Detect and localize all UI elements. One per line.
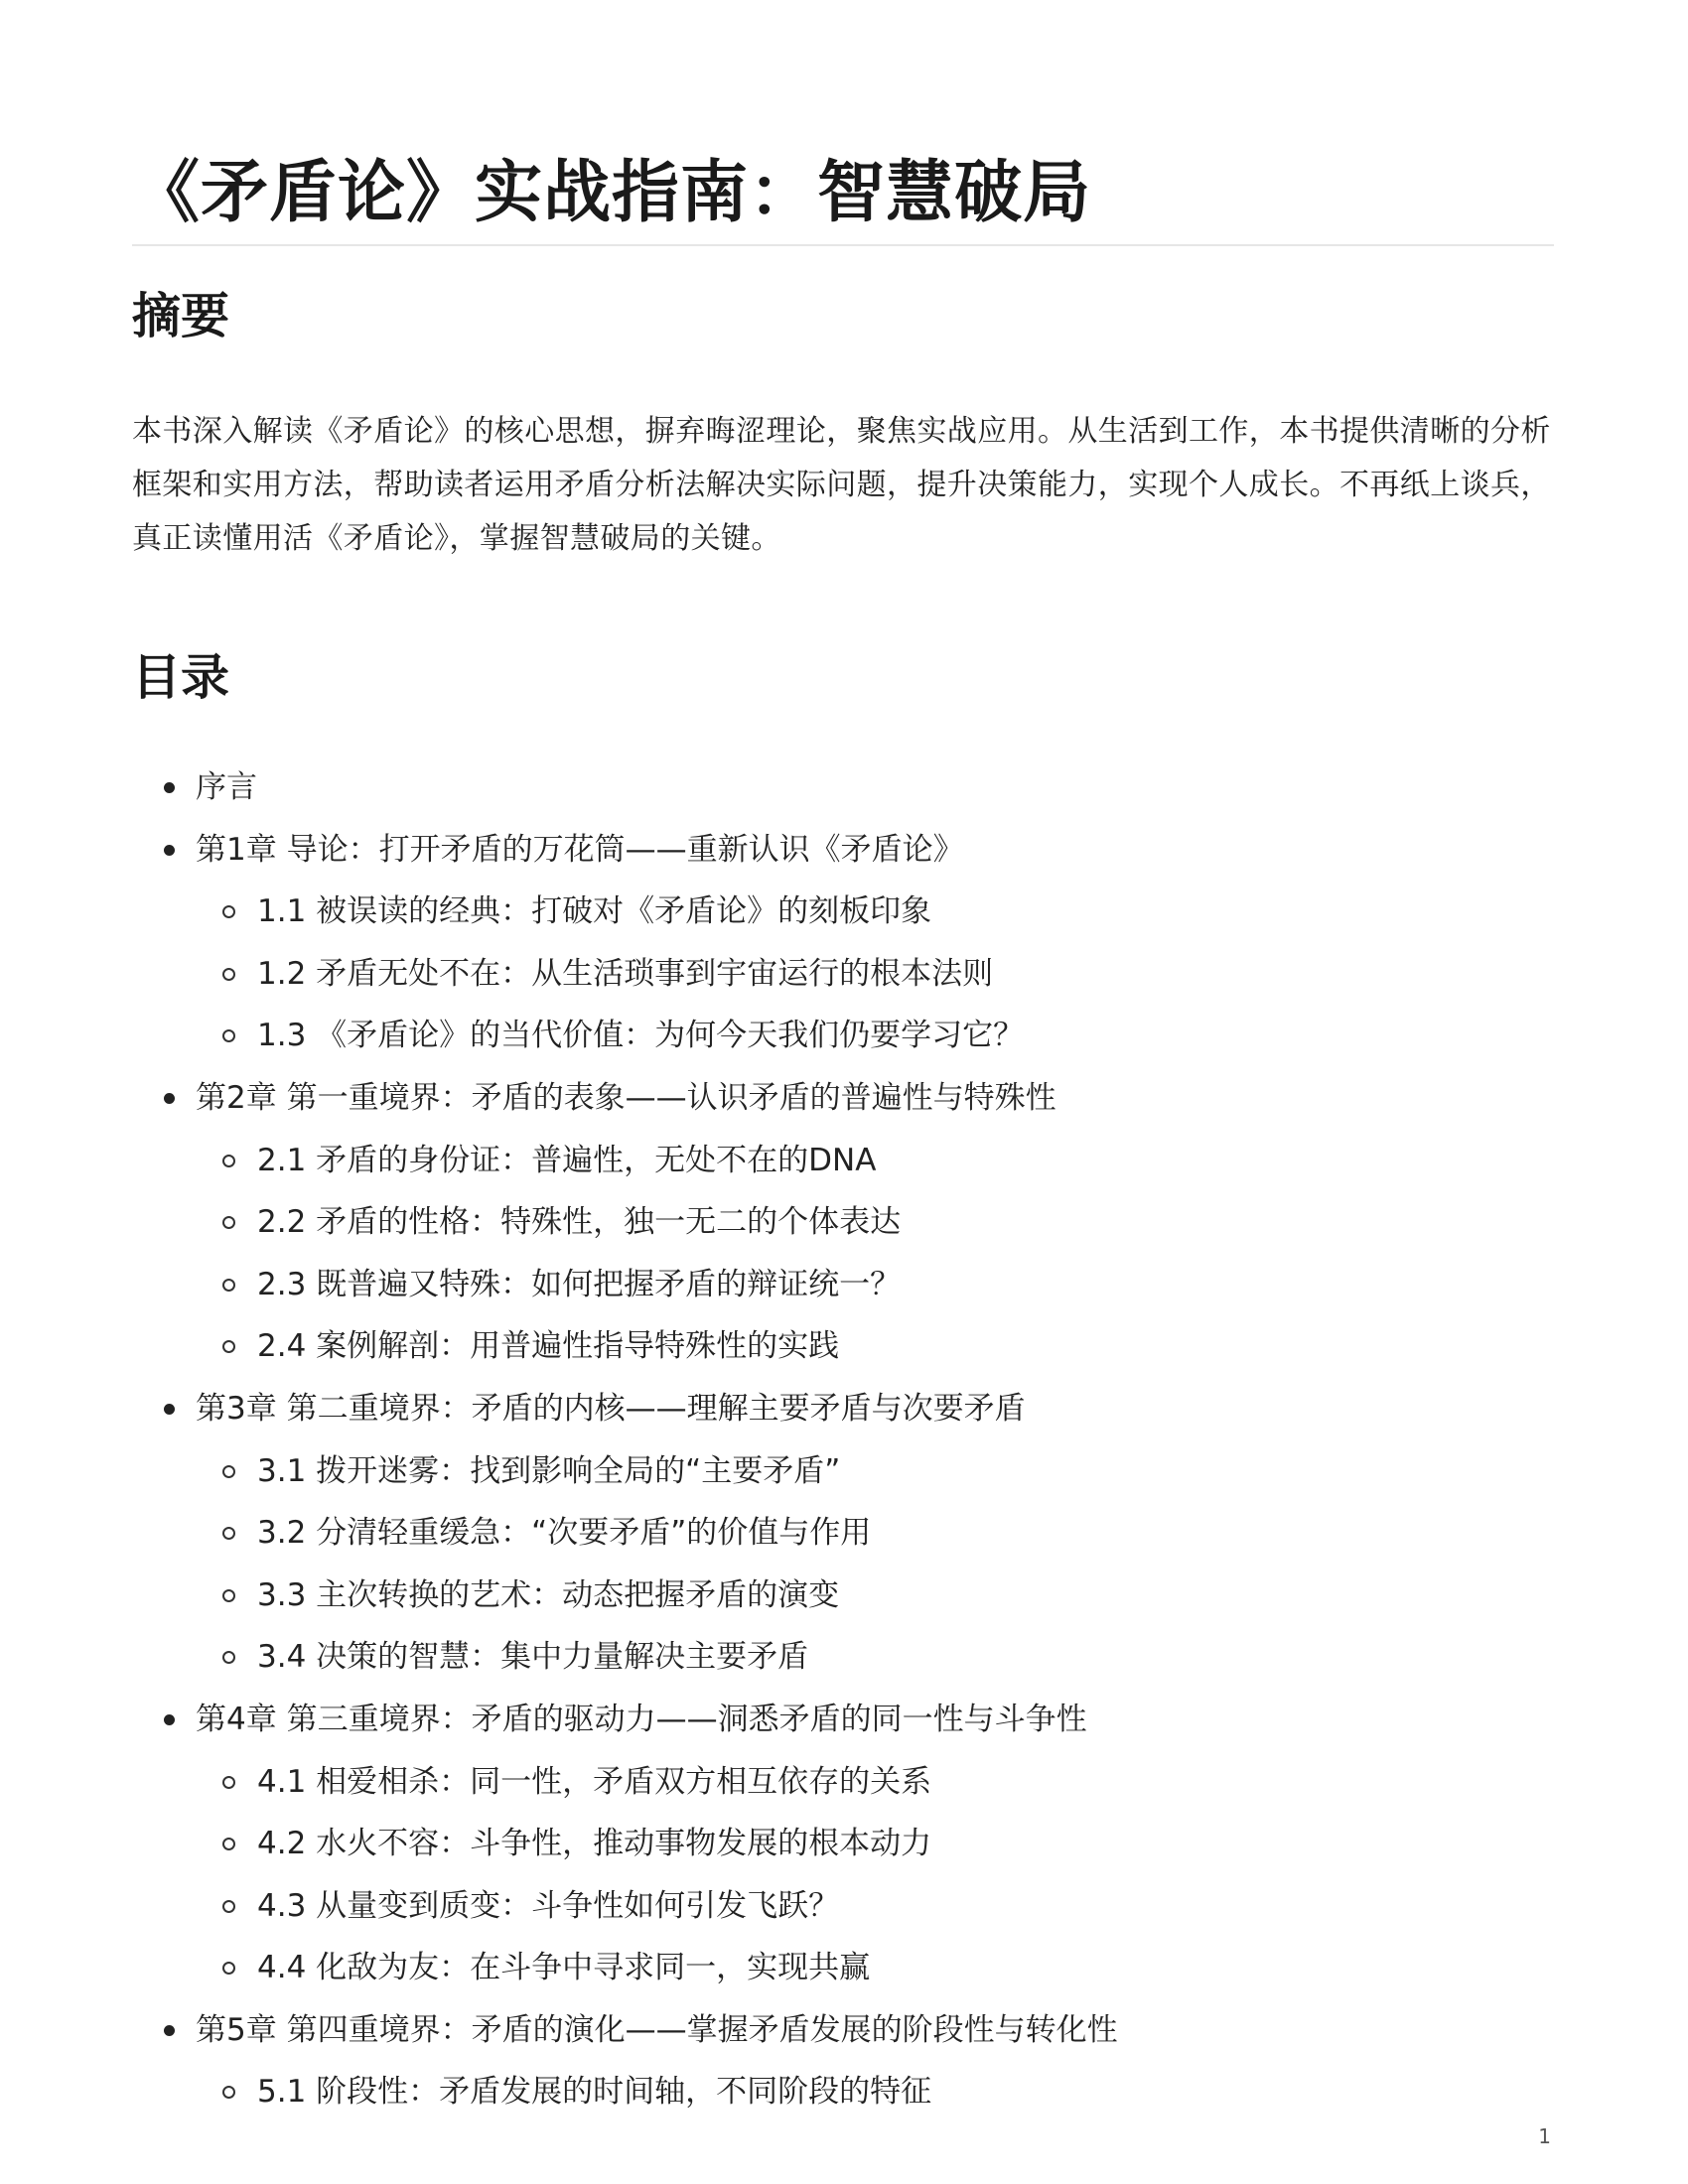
toc-item-text: 第2章 第一重境界：矛盾的表象——认识矛盾的普遍性与特殊性 — [196, 1079, 1056, 1116]
bullet-circle-icon — [222, 1527, 235, 1540]
bullet-circle-icon — [222, 1651, 235, 1664]
bullet-circle-icon — [222, 1279, 235, 1292]
toc-item-text: 1.3 《矛盾论》的当代价值：为何今天我们仍要学习它？ — [257, 1018, 1025, 1054]
toc-item-text: 1.1 被误读的经典：打破对《矛盾论》的刻板印象 — [257, 893, 932, 930]
toc-section-item — [132, 1937, 1554, 1999]
toc-item-text: 3.3 主次转换的艺术：动态把握矛盾的演变 — [257, 1576, 840, 1613]
toc-section-item — [132, 1191, 1554, 1254]
toc-item-text: 2.1 矛盾的身份证：普遍性，无处不在的DNA — [257, 1142, 877, 1178]
toc-item-text: 第1章 导论：打开矛盾的万花筒——重新认识《矛盾论》 — [196, 831, 964, 868]
bullet-circle-icon — [222, 1962, 235, 1975]
toc-heading: 目录 — [132, 649, 230, 706]
bullet-disc-icon — [164, 782, 175, 793]
bullet-disc-icon — [164, 1093, 175, 1104]
bullet-disc-icon — [164, 2025, 175, 2036]
toc-chapter-item — [132, 1689, 1554, 1751]
toc-chapter-item — [132, 1378, 1554, 1440]
document-title: 《矛盾论》实战指南：智慧破局 — [132, 154, 1092, 232]
toc-item-text: 3.2 分清轻重缓急：“次要矛盾”的价值与作用 — [257, 1515, 872, 1552]
toc-chapter-item — [132, 756, 1554, 819]
table-of-contents — [132, 756, 1554, 2123]
bullet-disc-icon — [164, 1404, 175, 1415]
toc-item-text: 第4章 第三重境界：矛盾的驱动力——洞悉矛盾的同一性与斗争性 — [196, 1701, 1087, 1737]
toc-section-item — [132, 1565, 1554, 1627]
bullet-circle-icon — [222, 1465, 235, 1478]
bullet-circle-icon — [222, 1155, 235, 1167]
toc-section-item — [132, 1751, 1554, 1814]
toc-item-text: 4.4 化敌为友：在斗争中寻求同一，实现共赢 — [257, 1950, 871, 1986]
bullet-circle-icon — [222, 2086, 235, 2099]
bullet-circle-icon — [222, 968, 235, 981]
toc-item-text: 4.2 水火不容：斗争性，推动事物发展的根本动力 — [257, 1826, 932, 1862]
toc-section-item — [132, 1254, 1554, 1316]
toc-item-text: 2.4 案例解剖：用普遍性指导特殊性的实践 — [257, 1328, 840, 1365]
summary-text: 本书深入解读《矛盾论》的核心思想，摒弃晦涩理论，聚焦实战应用。从生活到工作，本书提供清晰的分析框架和实用方法，帮助读者运用矛盾分析法解决实际问题，提升决策能力，实现个人成长。不再纸上谈兵，真正读懂用活《矛盾论》，掌握智慧破局的关键。 — [132, 414, 1551, 556]
summary-heading: 摘要 — [132, 288, 230, 344]
toc-item-text: 3.4 决策的智慧：集中力量解决主要矛盾 — [257, 1639, 809, 1676]
toc-section-item — [132, 1315, 1554, 1378]
toc-section-item — [132, 1502, 1554, 1565]
toc-item-text: 3.1 拨开迷雾：找到影响全局的“主要矛盾” — [257, 1452, 841, 1489]
toc-chapter-item — [132, 1067, 1554, 1130]
page-number: 1 — [1538, 2124, 1551, 2148]
toc-item-text: 序言 — [196, 769, 257, 805]
toc-item-text: 2.2 矛盾的性格：特殊性，独一无二的个体表达 — [257, 1204, 902, 1241]
toc-section-item — [132, 2061, 1554, 2123]
bullet-circle-icon — [222, 1340, 235, 1353]
toc-chapter-item — [132, 1999, 1554, 2062]
toc-section-item — [132, 881, 1554, 943]
toc-item-text: 5.1 阶段性：矛盾发展的时间轴，不同阶段的特征 — [257, 2074, 932, 2111]
toc-section-item — [132, 1875, 1554, 1938]
toc-section-item — [132, 1130, 1554, 1192]
bullet-circle-icon — [222, 905, 235, 918]
toc-item-text: 4.3 从量变到质变：斗争性如何引发飞跃？ — [257, 1887, 840, 1924]
bullet-circle-icon — [222, 1029, 235, 1042]
toc-chapter-item — [132, 819, 1554, 882]
toc-item-text: 2.3 既普遍又特殊：如何把握矛盾的辩证统一？ — [257, 1266, 902, 1302]
document-page — [132, 139, 1554, 2123]
toc-item-text: 第5章 第四重境界：矛盾的演化——掌握矛盾发展的阶段性与转化性 — [196, 2011, 1118, 2048]
toc-section-item — [132, 1813, 1554, 1875]
bullet-circle-icon — [222, 1776, 235, 1789]
bullet-circle-icon — [222, 1216, 235, 1229]
bullet-disc-icon — [164, 1714, 175, 1725]
toc-section-item — [132, 1626, 1554, 1689]
toc-item-text: 第3章 第二重境界：矛盾的内核——理解主要矛盾与次要矛盾 — [196, 1390, 1026, 1427]
bullet-circle-icon — [222, 1900, 235, 1913]
toc-section-item — [132, 1440, 1554, 1503]
toc-section-item — [132, 943, 1554, 1006]
title-divider — [132, 244, 1554, 246]
bullet-circle-icon — [222, 1838, 235, 1850]
toc-section-item — [132, 1005, 1554, 1067]
toc-item-text: 4.1 相爱相杀：同一性，矛盾双方相互依存的关系 — [257, 1763, 932, 1800]
bullet-circle-icon — [222, 1589, 235, 1602]
bullet-disc-icon — [164, 845, 175, 856]
toc-item-text: 1.2 矛盾无处不在：从生活琐事到宇宙运行的根本法则 — [257, 955, 994, 992]
